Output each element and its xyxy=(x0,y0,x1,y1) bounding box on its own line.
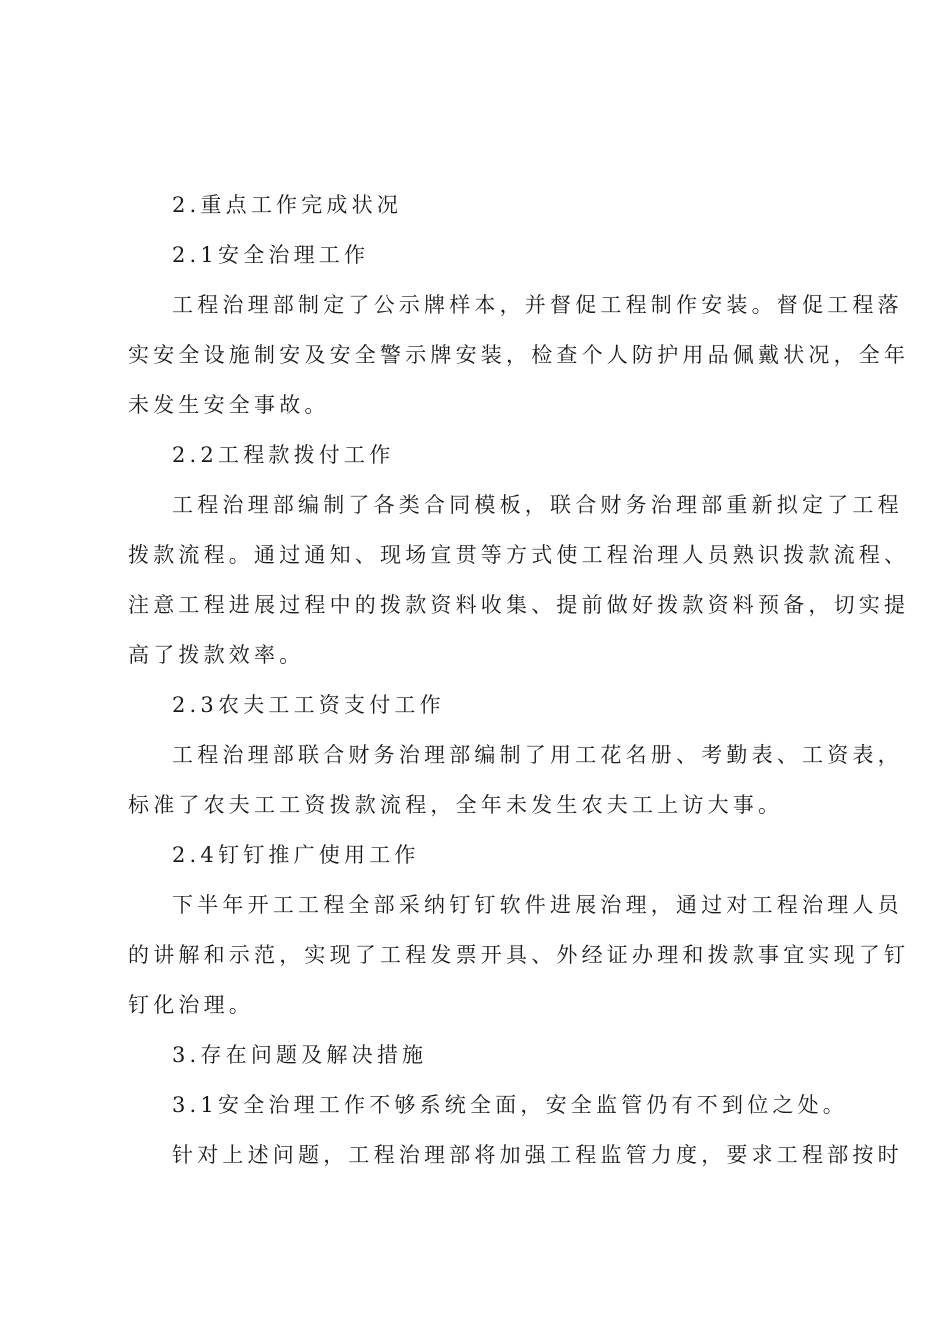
section-heading-3: 3.存在问题及解决措施 xyxy=(172,1043,428,1067)
paragraph-2-4-line-2: 的讲解和示范，实现了工程发票开具、外经证办理和拨款事宜实现了钉 xyxy=(128,943,910,967)
paragraph-2-1-line-1: 工程治理部制定了公示牌样本，并督促工程制作安装。督促工程落 xyxy=(172,293,903,317)
subsection-heading-2-4: 2.4钉钉推广使用工作 xyxy=(172,843,420,867)
subsection-heading-2-2: 2.2工程款拨付工作 xyxy=(172,443,395,467)
subsection-heading-3-1: 3.1安全治理工作不够系统全面，安全监管仍有不到位之处。 xyxy=(172,1093,848,1117)
paragraph-2-2-line-4: 高了拨款效率。 xyxy=(128,643,305,667)
paragraph-2-4-line-1: 下半年开工工程全部采纳钉钉软件进展治理，通过对工程治理人员 xyxy=(172,893,903,917)
paragraph-2-2-line-2: 拨款流程。通过通知、现场宣贯等方式使工程治理人员熟识拨款流程、 xyxy=(128,543,910,567)
section-heading-2: 2.重点工作完成状况 xyxy=(172,193,403,217)
paragraph-2-1-line-3: 未发生安全事故。 xyxy=(128,393,330,417)
subsection-heading-2-3: 2.3农夫工工资支付工作 xyxy=(172,693,445,717)
paragraph-2-2-line-3: 注意工程进展过程中的拨款资料收集、提前做好拨款资料预备，切实提 xyxy=(128,593,910,617)
paragraph-2-4-line-3: 钉化治理。 xyxy=(128,993,254,1017)
paragraph-2-2-line-1: 工程治理部编制了各类合同模板，联合财务治理部重新拟定了工程 xyxy=(172,493,903,517)
paragraph-2-1-line-2: 实安全设施制安及安全警示牌安装，检查个人防护用品佩戴状况，全年 xyxy=(128,343,910,367)
paragraph-2-3-line-2: 标准了农夫工工资拨款流程，全年未发生农夫工上访大事。 xyxy=(128,793,784,817)
paragraph-2-3-line-1: 工程治理部联合财务治理部编制了用工花名册、考勤表、工资表， xyxy=(172,743,903,767)
paragraph-3-1-line-1: 针对上述问题，工程治理部将加强工程监管力度，要求工程部按时 xyxy=(172,1143,903,1167)
subsection-heading-2-1: 2.1安全治理工作 xyxy=(172,243,370,267)
